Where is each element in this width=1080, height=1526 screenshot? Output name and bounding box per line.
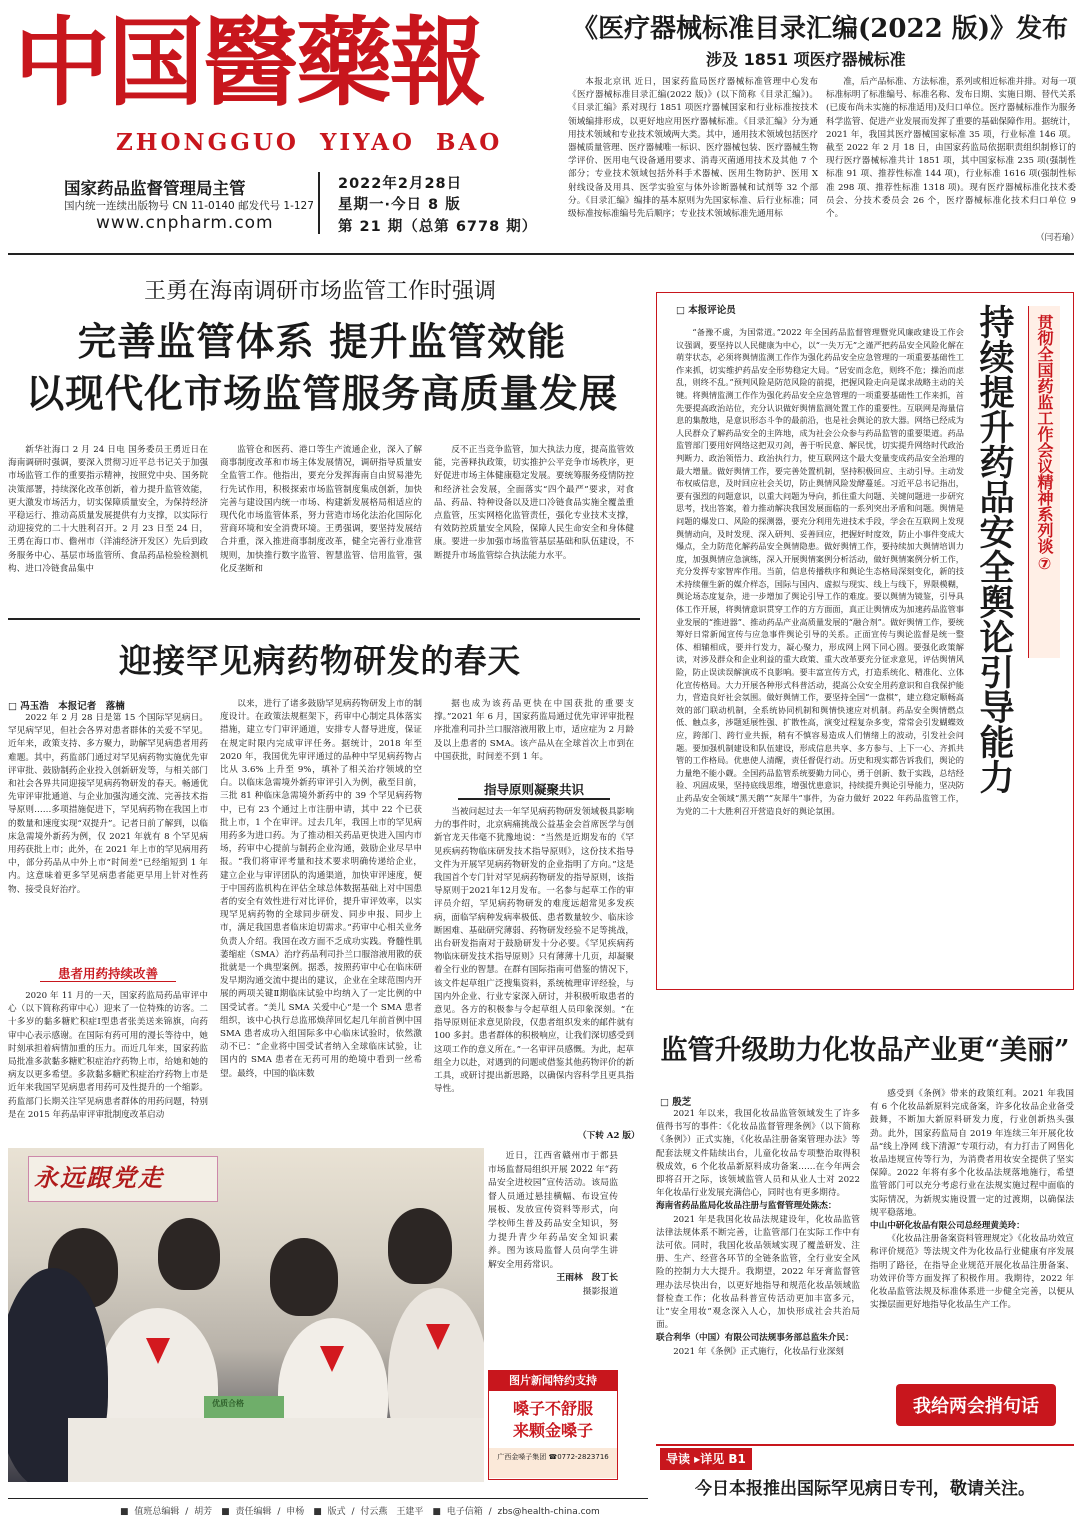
top-story-col1: 本报北京讯 近日，国家药监局医疗器械标准管理中心发布《医疗器械标准目录汇编(2022 版)》(以下简称《目录汇编》)。《目录汇编》系对现行 1851 项医疗器械国家和行业标准按技术领域编排形成，以更好地应用医疗器械标准。《目录汇编》分为通用技术领域和专业技术领域两大类。其中，通用技术领域包括医疗器械质量管理、医疗器械唯一标识、医疗器械包装、医疗器械生物学评价、医用电气设备通用要求、消毒灭菌通用技术及其他 7 个部分；专业技术领域包括外科手术器械、医用生物防护、医用 X 射线设备及用具、医学实验室与体外诊断器械和试剂等 32 个部分。《目录汇编》编排的基本原则为先国家标准、后行业标准；同级标准按标准编号先后顺序；专业技术领域标准先通用标 xyxy=(568,77,818,220)
continued-note[interactable]: （下转 A2 版） xyxy=(578,1131,640,1141)
top-story-subtitle: 涉及 1851 项医疗器械标准 xyxy=(706,50,906,69)
rare-col3b: 当被问起过去一年罕见病药物研发领域极具影响力的事件时，北京病痛挑战公益基金会首席医学与创新官龙天伟毫不犹豫地说：“当然是近期发布的《罕见疾病药物临床研发技术指导原则》，这份技术指导文件为开展罕见病药物研发的企业指明了方向。”这是我国首个专门针对罕见病药物研发的指导原则，该指导原则于2021年12月发布。一名参与起草工作的审评员介绍，罕见病药物研发的难度远超常见多发疾病，面临罕病种发病率极低、患者数量较少、临床诊断困难、基础研究薄弱、药物研发经验不足等挑战，出台研发指南对于鼓励研发十分必要。《罕见疾病药物临床研发技术指导原则》只有薄薄十几页，却凝聚着全行业的智慧。在群有国际指南可借鉴的情况下，该文件起草组广泛搜集资料，系统梳理审评经验，与国内外企业、行业专家深入研讨，并积极听取患者的意见。各方的积极参与令起草组人员印象深刻。“在指导原则征求意见阶段，仅患者组织发来的邮件就有 100 多封。患者群体的积极响应，让我们深切感受到这项工作的意义所在。”一名审评员感慨。为此，起草组全力以赴，对遇到的问题或借鉴其他药物评价的新工具，或研讨提出新思路，以确保内容科学且更具指导性。 xyxy=(434,807,634,1095)
lead-headline-2[interactable]: 以现代化市场监管服务高质量发展 xyxy=(25,372,619,417)
speaker-name: 联合利华（中国）有限公司法规事务部总监朱介民： xyxy=(656,1333,854,1344)
masthead-website[interactable]: www.cnpharm.com xyxy=(96,213,274,233)
cosmetics-byline: □ 殷芝 xyxy=(660,1097,692,1108)
top-story-col2: 准，后产品标准、方法标准，系列或相近标准并排。对每一项标准标明了标准编号、标准名称、发布日期、实施日期、替代关系(已废布尚未实施的标准适用)及归口单位。医疗器械标准作为服务科学监管、促进产业发展而发挥了重要的基础保障作用。据统计，2021 年，我国其医疗器械国家标准 35 项，行业标准 146 项。截至 2022 年 2 月 18 日，由国家药监局依据职责组织制修订的现行医疗器械标准共计 1851 项，其中国家标准 235 项(强制性标准 91 项、推荐性标准 144 项)，行业标准 1616 项(强制性标准 298 项、推荐性标准 1318 项)。现有医疗器械标准化技术委员会、分技术委员会 26 个，医疗器械标准化技术归口单位 9 个。 xyxy=(826,77,1076,220)
cosmetics-col1: 2021 年以来，我国化妆品监管领域发生了许多值得书写的事件：《化妆品监督管理条例》（以下简称《条例》）正式实施，《化妆品注册备案管理办法》等配套法规文件陆续出台，儿童化妆品专项整治取得积极成效，6 个化妆品新原料成功备案……在今年两会即将召开之际，该领域监管人员和从业人士对 2022 年化妆品行业发展充满信心，同时也有更多期待。 海南省药品监局化妆品注册与监督管理处陈杰： 2021 年是我国化妆品法规建设年，化妆品监管法律法规体系不断完善，让监管部门在实际工作中有法可依。同时，我国化妆品领域实现了覆盖研发、注册、生产、经营各环节的全链条监管，全行业安全风险的控制力大大提升。我期望，2022 年牙膏监督管理办法尽快出台，以更好地指导和规范化妆品领域监督检查工作；化妆品科普宣传活动更加丰富多元，让“安全用妆”观念深入人心，加快形成社会共治局面。 联合利华（中国）有限公司法规事务部总监朱介民： 2021 年《条例》正式施行，化妆品行业深刻 xyxy=(656,1109,860,1357)
lead-col2: 监管仓和医药、港口等生产流通企业，深入了解商事制度改革和市场主体发展情况，调研指导质量安全监管工作。他指出，要充分发挥海南自由贸易港先行先试作用，积极探索市场监管制度集成创新，加快完善与建设国内统一市场、构建新发展格局相适应的现代化市场监管体系，努力营造市场化法治化国际化营商环境和安全消费环境。王勇强调，要坚持发展结合并重，深入推进商事制度改革，健全完善行业准营规则，加快推行数字监管、智慧监管、信用监管，强化反垄断和 xyxy=(220,445,422,574)
rare-col2: 以来，进行了诸多鼓励罕见病药物研发上市的制度设计。在政策法规框架下，药审中心制定具体落实措施，建立专门审评通道，安排专人督导进度，保证在规定时限内完成审评任务。据统计，2018 年至 2020 年，我国优先审评通过的品种中罕见病药物占比从 3.6% 上升至 9%，填补了相关治疗领域的空白。以临床急需境外新药审评引入为例，截至目前，三批 81 种临床急需境外新药中的 39 个罕见病药物中，已有 23 个通过上市注册申请，其中 22 个已获批上市，1 个在审评。过去几年，我国上市的罕见病用药多为进口药。为了推动相关药品更快进入国内市场，药审中心提前与制药企业沟通，鼓励企业尽早申报。“我们将审评考量和技术要求明确传递给企业，建立企业与审评团队的沟通渠道，加快审评速度，便于中国药监机构在评估全球总体数据基础上对中国患者的安全有效性进行对比评价，提升审评效率，以实现罕见病药物的全球同步研发、同步申报、同步上市，满足我国患者临床迫切需求。”药审中心相关业务负责人介绍。我国在改方面不乏成功实践。脊髓性肌萎缩症（SMA）治疗药品利司扑兰口服溶液用散的获批就是一个典型案例。据悉，按照药审中心在临床研发早期沟通交流中提出的建议，企业在全球范围内开展的两项关键Ⅱ期临床试验中均纳入了一定比例的中国受试者。“美儿 SMA 关爱中心”是一个 SMA 患者组织，该中心执行总监邢焕萍回忆起几年前首例中国 SMA 患者成功入组国际多中心临床试验时，依然激动不已：“企业将中国受试者纳入全球临床试验，让国内的 SMA 患者在无药可用的绝境中看到一丝希望。最终，中国的临床数 xyxy=(220,699,422,1079)
ad-footer: 广西金嗓子集团 ☎0772-2823716 xyxy=(489,1448,617,1478)
lead-headline-1[interactable]: 完善监管体系 提升监管效能 xyxy=(77,320,567,365)
lead-col1: 新华社海口 2 月 24 日电 国务委员王勇近日在海南调研时强调，要深入贯彻习近平总书记关于加强市场监管工作的重要指示精神，按照党中央、国务院决策部署，持续深化改革创新，着力提升监管效能，更大激发市场活力，切实保障质量安全，为保持经济平稳运行、推动高质量发展提供有力支撑，以实际行动迎接党的二十大胜利召开。2 月 23 日至 24 日，王勇在海口市、儋州市（洋浦经济开发区）先后到政务服务中心、基层市场监管所、食品药品检验检测机构、进口冷链食品集中 xyxy=(8,445,208,574)
masthead-divider xyxy=(318,172,320,234)
masthead-logo: 中国醫藥報 xyxy=(14,6,484,119)
subhead-underline xyxy=(458,798,610,800)
rare-subhead-1: 患者用药持续改善 xyxy=(57,966,158,981)
photo-banner-text: 永远跟党走 xyxy=(34,1163,164,1192)
two-sessions-badge-text: 我给两会捎句话 xyxy=(913,1396,1039,1417)
ad-line-1: 嗓子不舒服 xyxy=(512,1399,593,1418)
rare-subhead-2: 指导原则凝聚共识 xyxy=(483,782,584,797)
speaker-name: 海南省药品监局化妆品注册与监督管理处陈杰： xyxy=(656,1201,837,1212)
top-divider xyxy=(8,253,1074,255)
masthead-sponsor: 国家药品监督管理局主管 xyxy=(64,179,246,198)
photo-caption: 近日，江西省赣州市于都县市场监督局组织开展 2022 年“药品安全进校园”宣传活动。该局监督人员通过悬挂横幅、布设宣传展板、发放宣传资料等形式，向学校师生普及药品安全知识，努力提升青少年药品安全知识素养。图为该局监督人员向学生讲解安全用药常识。 王雨林 段丁长 摄影报道 xyxy=(488,1150,618,1300)
rare-disease-headline[interactable]: 迎接罕见病药物研发的春天 xyxy=(118,641,521,680)
issue-weekday: 星期一·今日 8 版 xyxy=(338,197,461,213)
rare-col1b: 2020 年 11 月的一天，国家药监局药品审评中心（以下简称药审中心）迎来了一位特殊的访客。二十多岁的黏多糖贮积症Ⅰ型患者张美送来锦旗，向药审中心表示感谢。在国际有药可用的漫长等待中，她时刻承担着病情加重的压力。而近几年来，国家药监局批准多款黏多糖贮积症治疗药物上市，给她和她的病友以更多希望。多款黏多糖贮积症治疗药物上市是近年来我国罕见病患者用药可及性提升的一个缩影。药监部门长期关注罕见病患者群体的用药问题，特别是在 2015 年药品审评审批制度改革启动 xyxy=(8,991,208,1120)
guide-text: 今日本报推出国际罕见病日专刊，敬请关注。 xyxy=(695,1479,1035,1499)
lead-divider xyxy=(8,618,640,620)
photo-box-label: 优质合格 xyxy=(212,1399,244,1408)
lead-col3: 反不正当竞争监管，加大执法力度，提高监管效能，完善释执政策，切实推护公平竞争市场秩序，更好促进市场主体健康稳定发展。要统筹服务疫情防控和经济社会发展，全面落实“四个最严”要求，对食品、药品、特种设备以及进口冷链食品实施全覆盖重点监管，压实网格化监管责任，强化专业技术支撑，有效防控质量安全风险，保障人民生命安全和身体健康。要进一步加强市场监管基层基础和队伍建设，不断提升市场监管综合执法能力水平。 xyxy=(434,445,634,561)
issue-date: 2022年2月28日 xyxy=(338,176,463,192)
guide-label[interactable]: 导读 ▸详见 B1—B3 版 xyxy=(660,1448,752,1470)
cosmetics-col2: 感受到《条例》带来的政策红利。2021 年我国有 6 个化妆品新原料完成备案，许多化妆品企业备受鼓舞，不断加大新原料研发力度，行业创新热头强劲。此外，国家药监局自 2019 年连续三年开展化妆品“线上净网 线下清源”专项行动，有力打击了网售化妆品违规宣传等行为，为消费者用妆安全提供了坚实保障。2022 年将有多个化妆品法规落地施行，希望监管部门可以充分考虑行业在法规实施过程中面临的实际情况，为新规实施设置一定的过渡期，以确保法规平稳落地。 中山中研化妆品有限公司总经理黄美玲： 《化妆品注册备案资料管理规定》《化妆品功效宣称评价规范》等法规文件为化妆品行业健康有序发展指明了路径，在指导企业规范开展化妆品注册备案、功效评价等方面发挥了积极作用。我期待，2022 年化妆品监管法规及标准体系进一步健全完善，以便从实操层面更好地指导化妆品生产工作。 xyxy=(870,1089,1074,1311)
issue-number: 第 21 期（总第 6778 期） xyxy=(338,219,538,235)
top-story-title[interactable]: 《医疗器械标准目录汇编(2022 版)》发布 xyxy=(572,14,1069,44)
speaker-name: 中山中研化妆品有限公司总经理黄美玲： xyxy=(870,1221,1025,1232)
commentary-label: □ 本报评论员 xyxy=(676,305,736,316)
rare-disease-byline: □ 冯玉浩 本报记者 落楠 xyxy=(8,701,125,712)
footer-divider xyxy=(8,1498,648,1499)
page-footer: ■ 值班总编辑 / 胡芳 ■ 责任编辑 / 申杨 ■ 版式 / 付云燕 王建平 ■ 电子信箱 / zbs@health-china.com xyxy=(120,1507,600,1517)
rare-col3a: 据也成为该药品更快在中国获批的重要支撑。”2021 年 6 月，国家药监局通过优先审评审批程序批准利司扑兰口服溶液用散上市，适应症为 2 月龄及以上患者的 SMA。该产品从在全球首次上市到在中国获批，时间差不到 1 年。 xyxy=(434,699,634,762)
top-story-author: （闫若瑜） xyxy=(1036,233,1079,243)
cosmetics-headline[interactable]: 监管升级助力化妆品产业更“美丽” xyxy=(660,1035,1070,1066)
series-title: 贯彻全国药监工作会议精神系列谈⑦ xyxy=(1035,314,1054,573)
photo-credit-role: 摄影报道 xyxy=(582,1286,618,1297)
masthead-pinyin: ZHONGGUO YIYAO BAO xyxy=(116,129,503,156)
ad-line-2: 来颗金嗓子 xyxy=(512,1421,593,1440)
commentary-title[interactable]: 持续提升药品安全舆论引导能力 xyxy=(974,304,1015,794)
masthead-issn: 国内统一连续出版物号 CN 11-0140 邮发代号 1-127 xyxy=(64,200,314,212)
rare-col1: 2022 年 2 月 28 日是第 15 个国际罕见病日。罕见病罕见，但社会各界对患者群体的关爱不罕见。近年来，政策支持、多方聚力，助解罕见病患者用药难题。其中，药监部门通过对罕见病药物实施优先审评审批、鼓励制药企业投入创新研发等，与相关部门和社会各界共同迎接罕见病药物研发的春天。畅通优先审评审批通道、与企业加强沟通交流、完善技术指导原则……多项措施促进下，罕见病药物在我国上市的数量和速度实现“双提升”。记者日前了解到，以临床急需境外新药为例，仅 2021 年就有 8 个罕见病用药获批上市；此外，在 2021 年上市的罕见病用药中，部分药品从中外上市“时间差”已经缩短到 1 年内。这意味着更多罕见病患者能更早用上针对性药物、接受良好治疗。 xyxy=(8,713,208,895)
subhead-underline xyxy=(40,981,176,982)
photo-credit: 王雨林 段丁长 xyxy=(556,1273,618,1284)
lead-kicker: 王勇在海南调研市场监管工作时强调 xyxy=(143,279,496,304)
ad-header: 图片新闻特约支持 xyxy=(489,1371,617,1391)
commentary-body: “备豫不虞，为国常道。”2022 年全国药品监督管理暨党风廉政建设工作会议强调，要坚持以人民健康为中心，以“一失万无”之谨严把药品安全风险化解在萌芽状态，必须将舆情监测工作作为强化药品安全应急管理的一项重要基础性工作来抓，切实维护药品安全形势稳定大局。“居安而念危，则终不危；操治而虑乱，则终不乱。”预判风险是防范风险的前提，把握风险走向是谋求战略主动的关键。将舆情监测工作作为强化药品安全应急管理的一项重要基础性工作来抓，首先要提高政治站位，充分认识做好舆情监测处置工作的重要性。互联网是海量信息的集散地，是意识形态斗争的最前沿，也是社会舆论的放大器。网络已经成为人民群众了解药品安全的主阵地，成为社会公众参与药品监管的重要渠道。药品监管部门要用好网络这把双刃剑，善于听民意、解民忧，切实提升网络时代政治判断力、政治领悟力、政治执行力，使互联网这个最大变量变成药品安全治理的最大增量。做好舆情工作，要完善处置机制，坚持积极回应、主动引导。主动发布权威信息，及时回应社会关切，防止舆情风险发酵蔓延。习近平总书记指出，要有强烈的问题意识，以重大问题为导向，抓住重大问题、关键问题进一步研究思考，找出答案，着力推动解决我国发展面临的一系列突出矛盾和问题。舆情是问题的爆发口、风险的探测器，要充分利用先进技术手段，学会在互联网上发现舆情动向，及时发现、深入研判、妥善回应，把握好时度效，防止小事件变成大爆点，全力防范化解药品安全舆情隐患。做好舆情工作，要持续加大舆情培训力度，加强舆情应急演练，深入开展舆情案例分析活动，做好舆情案例分析工作，充分发挥专家智库作用。当前，信息传播秩序和舆论生态格局深刻变化，新的技术持续催生新的媒介样态，国际与国内、虚拟与现实、线上与线下，界限模糊，舆论场态度复杂，进一步增加了舆论引导工作的难度。要以舆情为镜鉴，引导具体工作开展，将舆情意识贯穿工作的方方面面，真正让舆情成为加速药品监管事业发展的“推进器”、推动药品产业高质量发展的“融合剂”。做好舆情工作，要统筹好日常新闻宣传与应急事件舆论引导的关系。正面宣传与舆论监督是统一整体、相辅相成，要并行发力，凝心聚力，形成网上网下同心圆。要强化政策解读，对涉及群众和企业利益的重大政策、重大改革要充分征求意见，评估舆情风险，防止误读误解演成不良影响。要丰富宣传方式，打造系统化、精准化、立体化宣传格局。大力开展各种形式科普活动，提高公众安全用药意识和自我保护能力，营造良好社会氛围。做好舆情工作，要坚持全国“一盘棋”，建立稳定顺畅高效的部门联动机制，全系统协同机制和舆情快速应对机制。药品安全舆情燃点低、触点多，涉题延展性强、扩散性高，演变过程复杂多变，常常会引发蝴蝶效应，跨部门、跨行业共振，稍有不慎容易造成人们情绪上的波动，引发社会问题。要加强机制建设和队伍建设，形成信息共享、多方参与、上下一心、齐抓共管的工作格局。优患使人清醒，责任督促行动。历史和现实都告诉我们，舆论的力量绝不能小觑。全国药品监管系统要勤力同心，勇于创新、数于实践，总结经验、巩固成果，坚持底线思维，增强忧患意识，持续提升舆论引导能力，坚决防止药品安全领域“黑天鹅”“灰犀牛”事件，为奋力做好 2022 年药品监管工作，为党的二十大胜利召开营造良好的舆论氛围。 xyxy=(676,327,964,816)
